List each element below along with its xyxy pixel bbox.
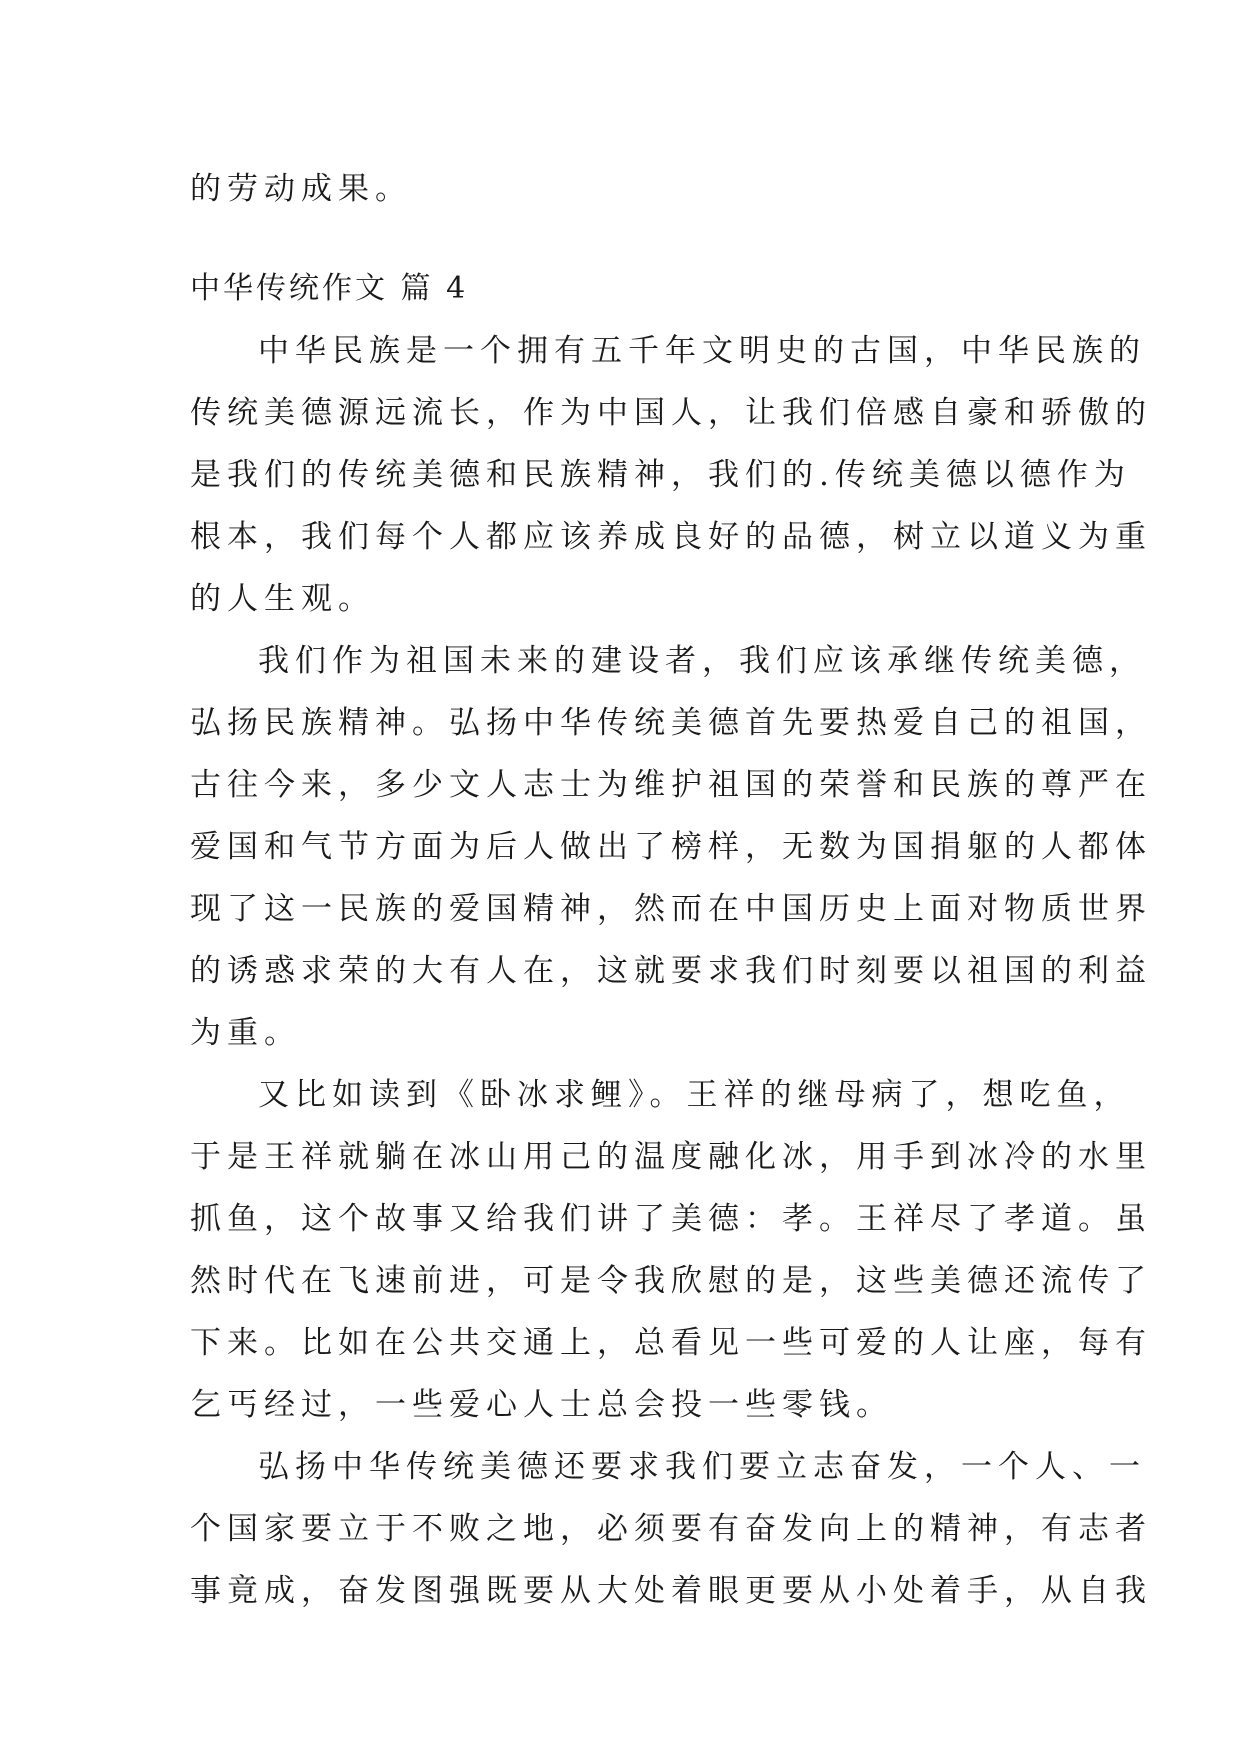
paragraph-1 — [190, 320, 1152, 630]
paragraph-2 — [190, 630, 1152, 1064]
paragraph-line: 弘扬中华传统美德还要求我们要立志奋发，一个人、一 — [258, 1449, 1146, 1485]
paragraph-line: 为重。 — [190, 1015, 301, 1051]
paragraph-line: 又比如读到《卧冰求鲤》。王祥的继母病了，想吃鱼， — [258, 1077, 1131, 1113]
document-page — [190, 158, 1152, 1622]
paragraph-4 — [190, 1436, 1152, 1622]
paragraph-line: 个国家要立于不败之地，必须要有奋发向上的精神，有志者 — [190, 1511, 1152, 1547]
paragraph-3 — [190, 1064, 1152, 1436]
paragraph-line: 现了这一民族的爱国精神，然而在中国历史上面对物质世界 — [190, 891, 1152, 927]
paragraph-line: 于是王祥就躺在冰山用己的温度融化冰，用手到冰冷的水里 — [190, 1139, 1152, 1175]
paragraph-line: 是我们的传统美德和民族精神，我们的.传统美德以德作为 — [190, 457, 1131, 493]
paragraph-line: 古往今来，多少文人志士为维护祖国的荣誉和民族的尊严在 — [190, 767, 1152, 803]
paragraph-line: 爱国和气节方面为后人做出了榜样，无数为国捐躯的人都体 — [190, 829, 1152, 865]
paragraph-line: 的人生观。 — [190, 581, 375, 617]
paragraph-line: 中华民族是一个拥有五千年文明史的古国，中华民族的 — [258, 333, 1146, 369]
paragraph-line: 乞丐经过，一些爱心人士总会投一些零钱。 — [190, 1387, 893, 1423]
paragraph-line: 我们作为祖国未来的建设者，我们应该承继传统美德， — [258, 643, 1146, 679]
paragraph-line: 下来。比如在公共交通上，总看见一些可爱的人让座，每有 — [190, 1325, 1152, 1361]
paragraph-line: 抓鱼，这个故事又给我们讲了美德：孝。王祥尽了孝道。虽 — [190, 1201, 1152, 1237]
paragraph-line: 传统美德源远流长，作为中国人，让我们倍感自豪和骄傲的 — [190, 395, 1152, 431]
paragraph-line: 弘扬民族精神。弘扬中华传统美德首先要热爱自己的祖国， — [190, 705, 1152, 741]
paragraph-line: 的诱惑求荣的大有人在，这就要求我们时刻要以祖国的利益 — [190, 953, 1152, 989]
paragraph-line: 事竟成，奋发图强既要从大处着眼更要从小处着手，从自我 — [190, 1573, 1152, 1609]
essay-title: 中华传统作文 篇 4 — [190, 271, 469, 306]
carryover-line: 的劳动成果。 — [190, 171, 412, 207]
section-spacer — [190, 220, 1060, 258]
paragraph-line: 根本，我们每个人都应该养成良好的品德，树立以道义为重 — [190, 519, 1152, 555]
paragraph-line: 然时代在飞速前进，可是令我欣慰的是，这些美德还流传了 — [190, 1263, 1152, 1299]
